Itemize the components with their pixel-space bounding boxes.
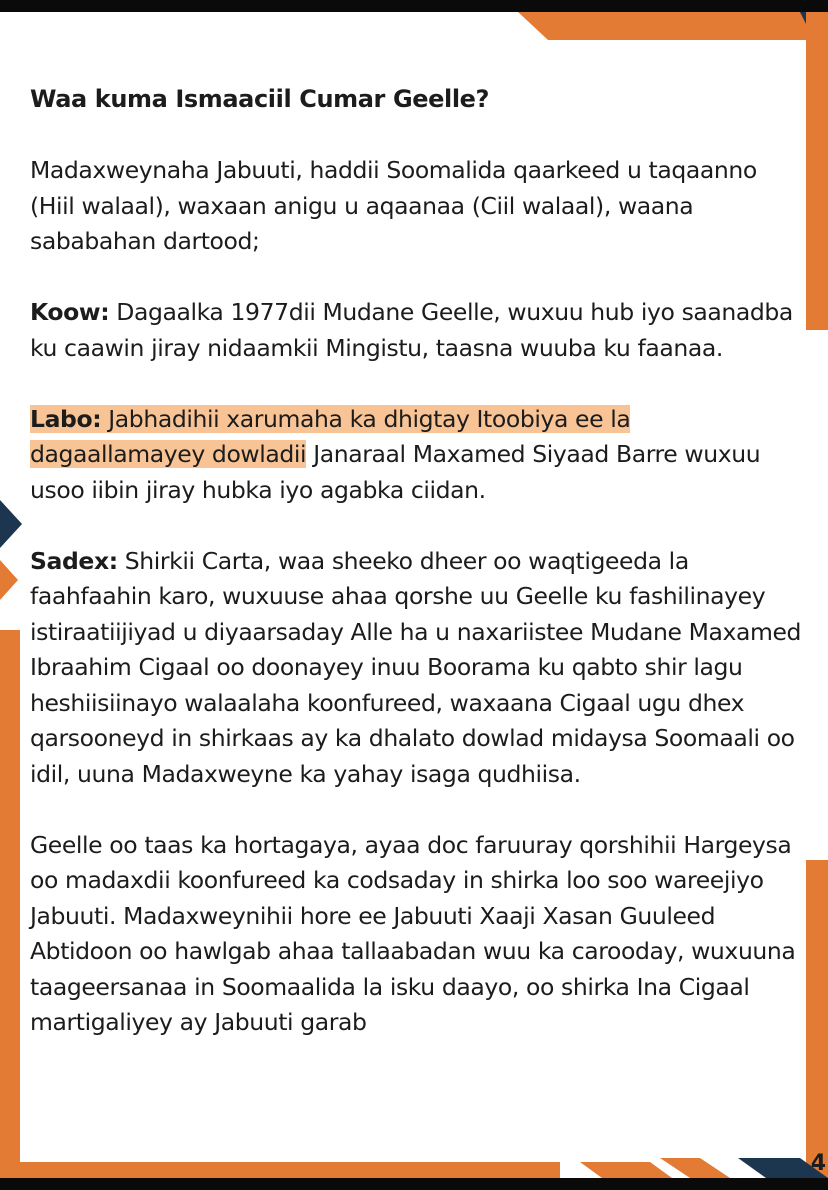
point-one-paragraph	[30, 295, 802, 366]
document-title: Waa kuma Ismaaciil Cumar Geelle?	[30, 85, 490, 113]
bottom-black-bar	[0, 1178, 828, 1190]
point-three-text: Shirkii Carta, waa sheeko dheer oo waqtigeeda la faahfaahin karo, wuxuuse ahaa qorshe uu Geelle ku fashilinayey istiraatiijiyad u diyaarsaday Alle ha u naxariistee Mudane Maxamed Ibraahim Cigaal oo doonayey inuu Boorama ku qabto shir lagu heshiisiinayo walaalaha koonfureed, waxaana Cigaal ugu dhex qarsooneyd in shirkaas ay ka dhalato dowlad midaysa Soomaali oo idil, uuna Madaxweyne ka yahay isaga qudhiisa.	[30, 546, 802, 788]
closing-paragraph: Geelle oo taas ka hortagaya, ayaa doc faruuray qorshihii Hargeysa oo madaxdii koonfureed ka codsaday in shirka loo soo wareejiyo Jabuuti. Madaxweynihii hore ee Jabuuti Xaaji Xasan Guuleed Abtidoon oo hawlgab ahaa tallaabadan wuu ka carooday, wuxuuna taageersanaa in Soomaalida la isku daayo, oo shirka Ina Cigaal martigaliyey ay Jabuuti garab	[30, 830, 796, 1036]
left-edge-decoration	[0, 490, 30, 1190]
point-one-text: Dagaalka 1977dii Mudane Geelle, wuxuu hub iyo saanadba ku caawin jiray nidaamkii Mingistu, taasna wuuba ku faanaa.	[30, 298, 793, 362]
point-two-text: Janaraal Maxamed Siyaad Barre wuxuu usoo iibin jiray hubka iyo agabka ciidan.	[30, 440, 761, 504]
point-three-label: Sadex:	[30, 546, 118, 575]
intro-paragraph: Madaxweynaha Jabuuti, haddii Soomalida qaarkeed u taqaanno (Hiil walaal), waxaan anigu u aqaanaa (Ciil walaal), waana sababahan dartood;	[30, 156, 757, 255]
right-edge-decoration	[806, 860, 828, 1190]
point-three-paragraph	[30, 544, 802, 793]
point-two-label: Labo:	[30, 404, 102, 433]
point-two-highlighted-text: Jabhadihii xarumaha ka dhigtay Itoobiya ee la dagaallamayey dowladii	[30, 404, 631, 468]
point-two-paragraph	[30, 402, 802, 509]
document-body	[30, 82, 802, 1041]
point-one-label: Koow:	[30, 298, 110, 326]
page-number: 4	[810, 1151, 826, 1176]
